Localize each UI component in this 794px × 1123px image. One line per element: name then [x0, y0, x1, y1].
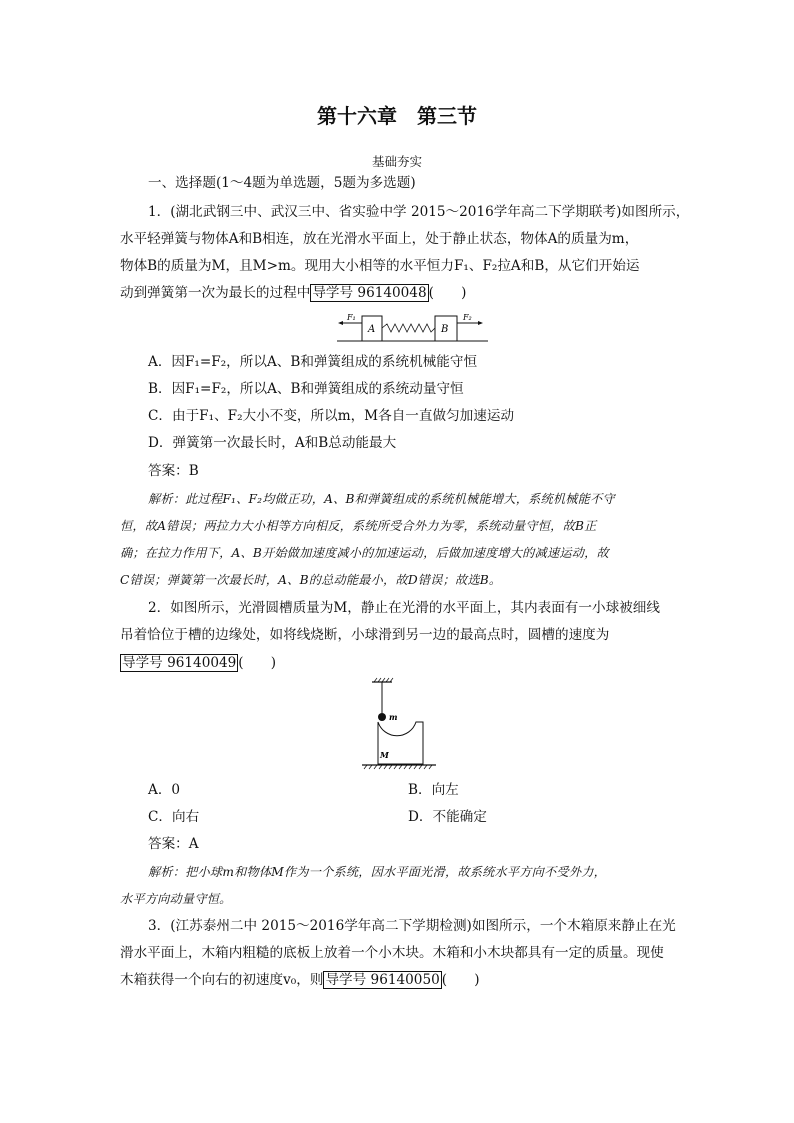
- q1-option-d: D．弹簧第一次最长时，A和B总动能最大: [148, 435, 397, 451]
- q1-spring: [382, 324, 435, 332]
- q1-reference-link[interactable]: 导学号 96140048: [312, 285, 427, 301]
- q2-line1: 2．如图所示，光滑圆槽质量为M，静止在光滑的水平面上，其内表面有一小球被细线: [148, 600, 660, 616]
- q2-answer-value: A: [188, 836, 199, 852]
- q1-block-b-label: B: [441, 324, 449, 335]
- q1-option-b: B．因F₁=F₂，所以A、B和弹簧组成的系统动量守恒: [148, 381, 464, 397]
- q2-paren: ( ): [238, 655, 277, 671]
- q1-line4-text: 动到弹簧第一次为最长的过程中: [120, 285, 311, 301]
- q1-answer: [148, 461, 199, 481]
- q1-line2: 水平轻弹簧与物体A和B相连，放在光滑水平面上，处于静止状态，物体A的质量为m，: [120, 231, 639, 247]
- q2-explanation-2: 水平方向动量守恒。: [120, 892, 232, 906]
- q2-line3: [120, 653, 276, 673]
- q1-f1-label: F₁: [347, 313, 356, 322]
- q3-line3: [120, 970, 480, 990]
- q3-line1: 3．(江苏泰州二中 2015～2016学年高二下学期检测)如图所示，一个木箱原来静止在光: [148, 918, 676, 934]
- q1-line1: 1．(湖北武钢三中、武汉三中、省实验中学 2015～2016学年高二下学期联考)如图所示，: [148, 204, 690, 220]
- part-heading: 一、选择题(1～4题为单选题，5题为多选题): [148, 175, 416, 191]
- q1-line3: 物体B的质量为M，且M>m。现用大小相等的水平恒力F₁、F₂拉A和B，从它们开始运: [120, 258, 640, 274]
- q2-reference-link[interactable]: 导学号 96140049: [122, 655, 237, 671]
- q2-answer-label: 答案：: [148, 836, 189, 852]
- q2-option-a: A．0: [148, 782, 181, 798]
- q3-line2: 滑水平面上，木箱内粗糙的底板上放着一个小木块。木箱和小木块都具有一定的质量。现使: [120, 945, 664, 961]
- q1-explanation-1: 解析：此过程F₁、F₂均做正功，A、B和弹簧组成的系统机械能增大，系统机械能不守: [148, 492, 615, 506]
- q2-option-b: B．向左: [408, 782, 459, 798]
- q3-line3-text: 木箱获得一个向右的初速度v₀，则: [120, 972, 324, 988]
- q2-ball: [378, 713, 386, 721]
- q2-explanation-1: 解析：把小球m和物体M作为一个系统，因水平面光滑，故系统水平方向不受外力，: [148, 865, 606, 879]
- chapter-title: 第十六章 第三节: [317, 104, 477, 128]
- q1-explanation-3: 确；在拉力作用下，A、B开始做加速度减小的加速运动，后做加速度增大的减速运动，故: [120, 546, 609, 560]
- q2-groove-label: M: [380, 750, 389, 760]
- q1-line4: [120, 283, 466, 303]
- q1-answer-value: B: [188, 463, 199, 479]
- q2-line2: 吊着恰位于槽的边缘处，如将线烧断，小球滑到另一边的最高点时，圆槽的速度为: [120, 627, 610, 643]
- section-label: 基础夯实: [371, 154, 422, 169]
- q1-explanation-2: 恒，故A错误；两拉力大小相等方向相反，系统所受合外力为零，系统动量守恒，故B正: [120, 519, 597, 533]
- q2-figure: [358, 676, 440, 772]
- q1-option-c: C．由于F₁、F₂大小不变，所以m，M各自一直做匀加速运动: [148, 408, 515, 424]
- q1-explanation-4: C错误；弹簧第一次最长时，A、B的总动能最小，故D错误；故选B。: [120, 573, 502, 587]
- q1-paren: ( ): [428, 285, 467, 301]
- q3-reference-link[interactable]: 导学号 96140050: [325, 972, 440, 988]
- q1-answer-label: 答案：: [148, 463, 189, 479]
- q2-option-c: C．向右: [148, 809, 200, 825]
- q2-ball-label: m: [389, 712, 398, 722]
- q1-block-a-label: A: [368, 324, 376, 335]
- q1-option-a: A．因F₁=F₂，所以A、B和弹簧组成的系统机械能守恒: [148, 354, 478, 370]
- q2-option-d: D．不能确定: [408, 809, 487, 825]
- q2-answer: [148, 834, 199, 854]
- q1-figure: [335, 311, 490, 345]
- q1-f2-label: F₂: [463, 313, 472, 322]
- q3-paren: ( ): [441, 972, 480, 988]
